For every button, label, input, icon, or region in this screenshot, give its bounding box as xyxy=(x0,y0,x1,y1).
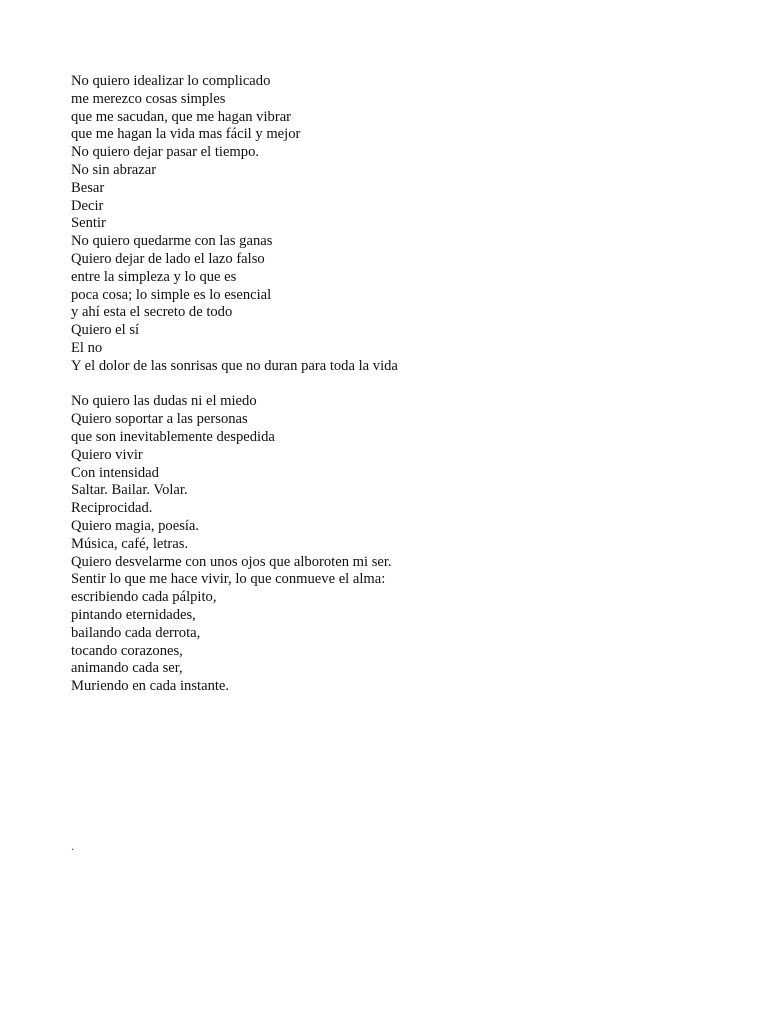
poem-line: animando cada ser, xyxy=(71,660,183,677)
poem-line: tocando corazones, xyxy=(71,642,183,659)
poem-line: No sin abrazar xyxy=(71,161,157,178)
poem-line: que me sacudan, que me hagan vibrar xyxy=(71,108,292,125)
poem-line: entre la simpleza y lo que es xyxy=(71,268,237,285)
poem-line: No quiero idealizar lo complicado xyxy=(71,73,271,89)
footer-mark: . xyxy=(71,839,74,853)
poem-line: bailando cada derrota, xyxy=(71,624,201,641)
poem-line: Quiero magia, poesía. xyxy=(71,517,200,534)
poem-line: Quiero el sí xyxy=(71,322,140,339)
poem-line: Quiero desvelarme con unos ojos que alboroten mi ser. xyxy=(71,553,392,570)
poem-line: Sentir lo que me hace vivir, lo que conmueve el alma: xyxy=(71,571,386,588)
poem-line: Y el dolor de las sonrisas que no duran para toda la vida xyxy=(71,357,398,374)
poem-line: Sentir xyxy=(71,215,106,232)
poem-line: que son inevitablemente despedida xyxy=(71,428,275,445)
poem-line: No quiero dejar pasar el tiempo. xyxy=(71,144,260,161)
poem-body xyxy=(71,73,711,696)
poem-line: Con intensidad xyxy=(71,464,159,481)
stanza-1 xyxy=(71,73,711,376)
poem-line: No quiero quedarme con las ganas xyxy=(71,233,273,250)
poem-line: Decir xyxy=(71,197,104,214)
poem-line: No quiero las dudas ni el miedo xyxy=(71,393,257,410)
poem-line: y ahí esta el secreto de todo xyxy=(71,304,233,321)
poem-line: Muriendo en cada instante. xyxy=(71,678,230,695)
poem-line: pintando eternidades, xyxy=(71,606,196,623)
stanza-2 xyxy=(71,393,711,696)
poem-line: Quiero dejar de lado el lazo falso xyxy=(71,250,265,267)
poem-line: Reciprocidad. xyxy=(71,500,153,517)
poem-line: El no xyxy=(71,339,103,356)
poem-line: Quiero vivir xyxy=(71,446,143,463)
poem-line: Saltar. Bailar. Volar. xyxy=(71,482,188,499)
poem-line: escribiendo cada pálpito, xyxy=(71,589,217,606)
poem-line: Música, café, letras. xyxy=(71,535,189,552)
poem-line: Quiero soportar a las personas xyxy=(71,411,248,428)
poem-line: que me hagan la vida mas fácil y mejor xyxy=(71,126,301,143)
poem-line: me merezco cosas simples xyxy=(71,90,226,107)
poem-line: Besar xyxy=(71,179,105,196)
poem-line: poca cosa; lo simple es lo esencial xyxy=(71,286,272,303)
